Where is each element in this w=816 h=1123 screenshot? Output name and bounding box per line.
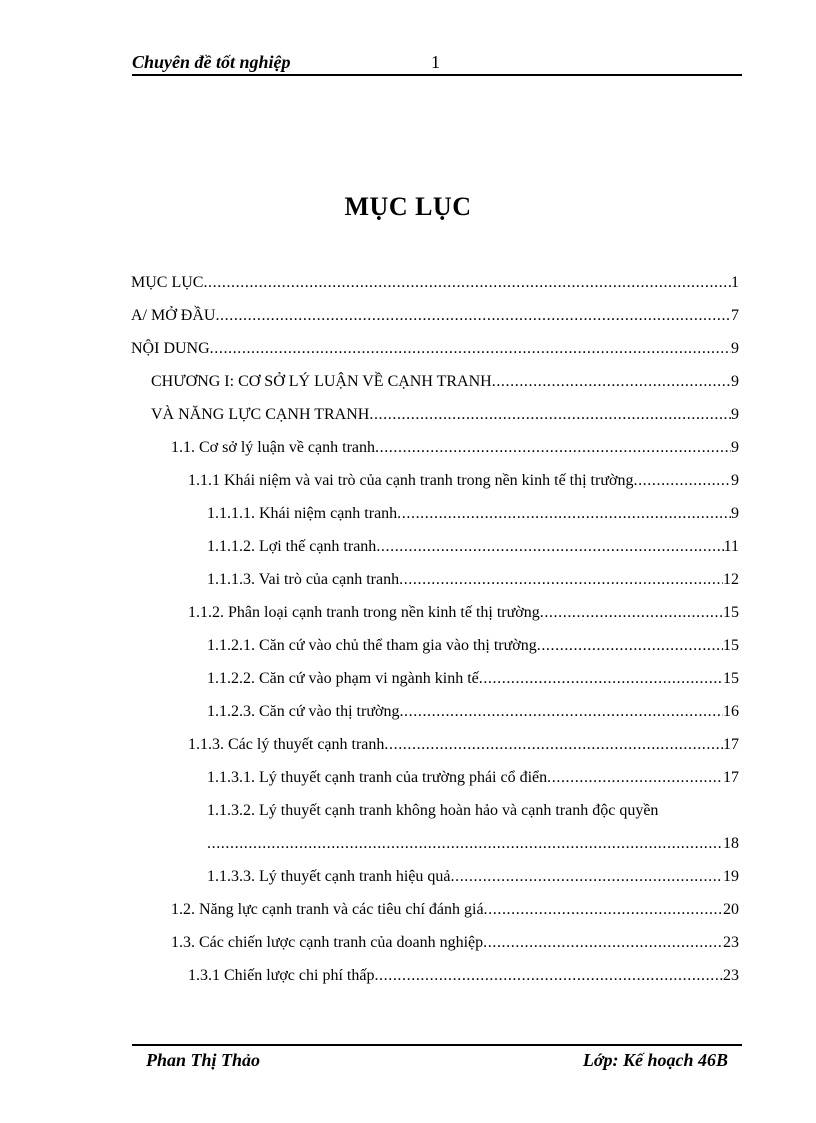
- footer-author: Phan Thị Thảo: [146, 1050, 261, 1070]
- header-title: Chuyên đề tốt nghiệp: [132, 52, 291, 72]
- toc-label: 1.1.2.1. Căn cứ vào chủ thể tham gia vào thị trường: [207, 637, 537, 654]
- toc-entry[interactable]: [131, 266, 739, 299]
- page-header: [132, 52, 742, 78]
- toc-page: 23: [723, 934, 739, 951]
- toc-label: 1.1.2.3. Căn cứ vào thị trường: [207, 703, 400, 720]
- toc-label: 1.1.1.2. Lợi thế cạnh tranh: [207, 538, 377, 555]
- toc-label: MỤC LỤC: [131, 274, 204, 291]
- toc-entry-wrapped[interactable]: [131, 794, 739, 827]
- toc-page: 9: [731, 439, 739, 456]
- toc-page: 7: [731, 307, 739, 324]
- table-of-contents: [131, 266, 739, 992]
- toc-entry[interactable]: [131, 464, 739, 497]
- toc-leader: [399, 563, 723, 596]
- toc-page: 1: [731, 274, 739, 291]
- toc-entry[interactable]: [131, 695, 739, 728]
- toc-label: 1.1.3. Các lý thuyết cạnh tranh: [188, 736, 385, 753]
- toc-label: 1.3. Các chiến lược cạnh tranh của doanh nghiệp: [171, 934, 484, 951]
- toc-page: 20: [723, 901, 739, 918]
- toc-entry[interactable]: [131, 299, 739, 332]
- toc-page: 9: [731, 373, 739, 390]
- toc-leader: [483, 926, 723, 959]
- toc-leader: [399, 695, 723, 728]
- page-title: MỤC LỤC: [344, 192, 472, 221]
- toc-entry[interactable]: [131, 926, 739, 959]
- toc-label: 1.1. Cơ sở lý luận về cạnh tranh: [171, 439, 375, 456]
- toc-label: 1.1.1 Khái niệm và vai trò của cạnh tranh trong nền kinh tế thị trường: [188, 472, 634, 489]
- toc-label: 1.1.2. Phân loại cạnh tranh trong nền kinh tế thị trường: [188, 604, 540, 621]
- toc-leader: [537, 629, 723, 662]
- toc-entry[interactable]: [131, 662, 739, 695]
- toc-entry[interactable]: [131, 563, 739, 596]
- toc-entry[interactable]: [131, 497, 739, 530]
- toc-label: 1.1.3.1. Lý thuyết cạnh tranh của trường phái cổ điển: [207, 769, 548, 786]
- toc-entry[interactable]: [131, 431, 739, 464]
- toc-label: 1.3.1 Chiến lược chi phí thấp: [188, 967, 375, 984]
- toc-page: 9: [731, 505, 739, 522]
- toc-entry[interactable]: [131, 959, 739, 992]
- toc-leader: [633, 464, 731, 497]
- toc-page: 15: [723, 670, 739, 687]
- toc-leader: [384, 728, 723, 761]
- page-footer: [132, 1044, 742, 1074]
- toc-leader: [210, 332, 731, 365]
- toc-entry[interactable]: [131, 530, 739, 563]
- toc-page: 19: [723, 868, 739, 885]
- toc-leader: [540, 596, 723, 629]
- toc-leader: [397, 497, 731, 530]
- toc-label: 1.1.2.2. Căn cứ vào phạm vi ngành kinh tế: [207, 670, 479, 687]
- toc-entry[interactable]: [131, 629, 739, 662]
- toc-page: 16: [723, 703, 739, 720]
- toc-label: 1.1.1.3. Vai trò của cạnh tranh: [207, 571, 400, 588]
- toc-page: 9: [731, 406, 739, 423]
- toc-leader: [547, 761, 723, 794]
- toc-entry[interactable]: [131, 860, 739, 893]
- toc-label: VÀ NĂNG LỰC CẠNH TRANH: [151, 406, 370, 423]
- header-rule: [132, 74, 742, 76]
- toc-label: 1.1.3.3. Lý thuyết cạnh tranh hiệu quả: [207, 868, 451, 885]
- toc-label: 1.1.3.2. Lý thuyết cạnh tranh không hoàn hảo và cạnh tranh độc quyền: [207, 802, 659, 819]
- toc-label: CHƯƠNG I: CƠ SỞ LÝ LUẬN VỀ CẠNH TRANH: [151, 373, 492, 390]
- toc-leader: [207, 827, 723, 860]
- toc-label: NỘI DUNG: [131, 340, 210, 357]
- toc-entry[interactable]: [131, 365, 739, 398]
- toc-page: 15: [723, 637, 739, 654]
- toc-leader: [203, 266, 731, 299]
- header-page-number: 1: [431, 52, 440, 72]
- toc-leader: [492, 365, 731, 398]
- toc-leader: [375, 431, 731, 464]
- toc-entry[interactable]: [131, 728, 739, 761]
- toc-page: 17: [723, 736, 739, 753]
- toc-entry[interactable]: [131, 596, 739, 629]
- toc-entry[interactable]: [131, 893, 739, 926]
- toc-label: A/ MỞ ĐẦU: [131, 307, 216, 324]
- toc-page: 9: [731, 472, 739, 489]
- toc-entry[interactable]: [131, 332, 739, 365]
- toc-page: 23: [723, 967, 739, 984]
- toc-page: 12: [723, 571, 739, 588]
- toc-entry[interactable]: [131, 761, 739, 794]
- toc-entry-continuation[interactable]: [131, 827, 739, 860]
- toc-leader: [479, 662, 723, 695]
- toc-page: 15: [723, 604, 739, 621]
- toc-leader: [484, 893, 723, 926]
- toc-leader: [374, 959, 723, 992]
- toc-leader: [376, 530, 723, 563]
- toc-page: 9: [731, 340, 739, 357]
- toc-page: 18: [723, 835, 739, 852]
- footer-rule: [132, 1044, 742, 1046]
- toc-entry[interactable]: [131, 398, 739, 431]
- toc-page: 17: [723, 769, 739, 786]
- footer-class: Lớp: Kế hoạch 46B: [582, 1050, 728, 1070]
- toc-leader: [215, 299, 731, 332]
- toc-label: 1.1.1.1. Khái niệm cạnh tranh: [207, 505, 398, 522]
- toc-leader: [451, 860, 724, 893]
- toc-label: 1.2. Năng lực cạnh tranh và các tiêu chí đánh giá: [171, 901, 484, 918]
- toc-leader: [369, 398, 731, 431]
- toc-page: 11: [723, 538, 739, 555]
